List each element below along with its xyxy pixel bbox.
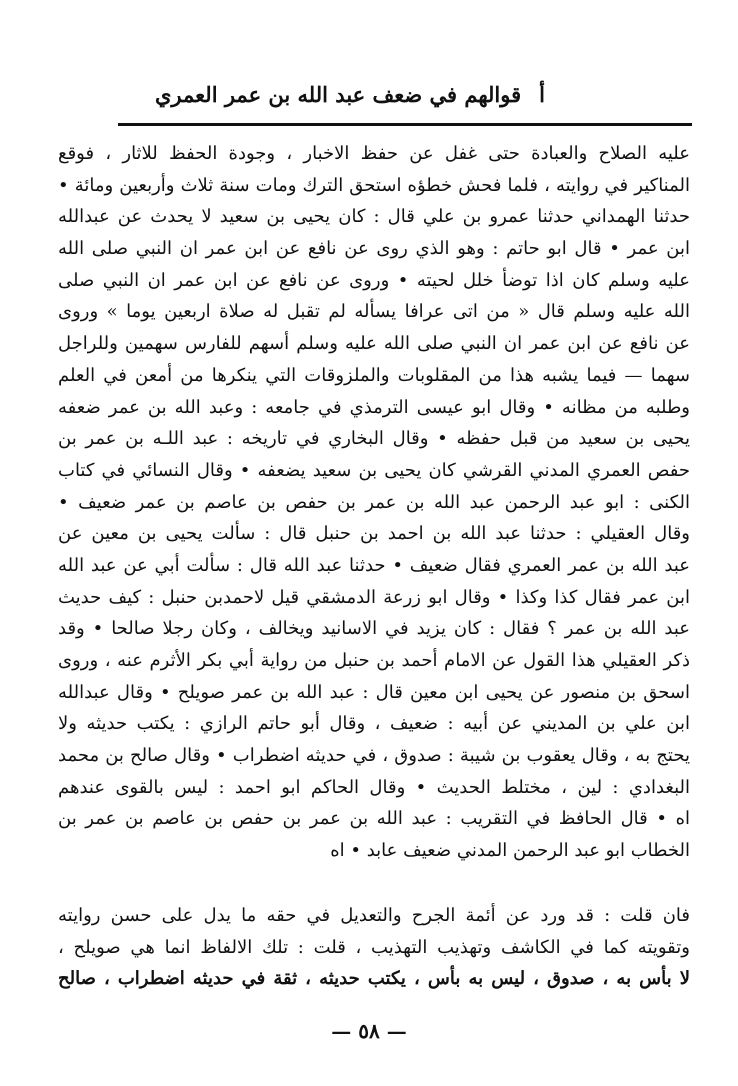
- text-line: حفص العمري المدني القرشي كان يحيى بن سعيد يضعفه • وقال النسائي في كتاب: [58, 459, 690, 481]
- text-line: وقال العقيلي : حدثنا عبد الله بن احمد بن حنبل قال : سألت يحيى بن معين عن: [58, 523, 690, 545]
- main-text-block: [58, 138, 690, 867]
- text-line: ابن علي بن المديني عن أبيه : ضعيف ، وقال أبو حاتم الرازي : يكتب حديثه ولا: [58, 713, 690, 735]
- section-marker: أ: [539, 81, 545, 107]
- text-line: سهما — فيما يشبه هذا من المقلوبات والملزوقات التي ينكرها من أمعن في العلم: [58, 364, 690, 386]
- text-line: عن نافع عن ابن عمر ان النبي صلى الله عليه وسلم أسهم للفارس سهمين وللراجل: [58, 333, 690, 355]
- text-line: فان قلت : قد ورد عن أئمة الجرح والتعديل في حقه ما يدل على حسن روايته: [58, 905, 690, 926]
- text-line: ذكر العقيلي هذا القول عن الامام أحمد بن حنبل من رواية أبي بكر الأثرم عنه ، وروى: [58, 650, 690, 671]
- text-line: حدثنا الهمداني حدثنا عمرو بن علي قال : كان يحيى بن سعيد لا يحدث عن عبدالله: [58, 206, 690, 228]
- text-line: اسحق بن منصور عن يحيى ابن معين قال : عبد الله بن عمر صويلح • وقال عبدالله: [58, 681, 690, 703]
- header-title: قوالهم في ضعف عبد الله بن عمر العمري: [155, 81, 522, 107]
- text-line: عبد الله بن عمر ؟ فقال : كان يزيد في الاسانيد ويخالف ، وكان رجلا صالحا • وقد: [58, 618, 690, 640]
- text-line: ابن عمر • قال ابو حاتم : وهو الذي روى عن نافع عن ابن عمر ان النبي صلى الله: [58, 238, 690, 260]
- text-line: وتقويته كما في الكاشف وتهذيب التهذيب ، قلت : تلك الالفاظ انما هي صويلح ،: [58, 936, 690, 958]
- text-line: يحيى بن سعيد من قبل حفظه • وقال البخاري في تاريخه : عبد اللـه بن عمر بن: [58, 428, 690, 450]
- text-line: لا بأس به ، صدوق ، ليس به بأس ، يكتب حديثه ، ثقة في حديثه اضطراب ، صالح: [58, 968, 690, 990]
- header-rule: [118, 123, 692, 126]
- page-number: — ٥٨ —: [331, 1019, 407, 1043]
- text-line: اه • قال الحافظ في التقريب : عبد الله بن عمر بن حفص بن عاصم بن عمر بن: [58, 808, 690, 830]
- text-line: عليه وسلم كان اذا توضأ خلل لحيته • وروى عن نافع عن ابن عمر ان النبي صلى: [58, 269, 690, 291]
- conclusion-block: [58, 900, 690, 995]
- text-line: عبد الله بن عمر العمري فقال ضعيف • حدثنا عبد الله قال : سألت أبي عن عبد الله: [58, 554, 690, 576]
- text-line: وطلبه من مظانه • وقال ابو عيسى الترمذي في جامعه : وعبد الله بن عمر ضعفه: [58, 396, 690, 418]
- text-line: الخطاب ابو عبد الرحمن المدني ضعيف عابد • اه: [330, 840, 690, 862]
- text-line: الكنى : ابو عبد الرحمن عبد الله بن عمر بن حفص بن عاصم بن عمر ضعيف •: [58, 491, 690, 513]
- running-header: [124, 76, 576, 112]
- text-line: عليه الصلاح والعبادة حتى غفل عن حفظ الاخبار ، وجودة الحفظ للاثار ، فوقع: [58, 143, 690, 164]
- text-line: الله عليه وسلم قال « من اتى عرافا يسأله لم تقبل له صلاة اربعين يوما » وروى: [58, 301, 690, 323]
- text-line: المناكير في روايته ، فلما فحش خطؤه استحق الترك ومات سنة ثلاث وأربعين ومائة •: [58, 174, 690, 196]
- text-line: يحتج به ، وقال يعقوب بن شيبة : صدوق ، في حديثه اضطراب • وقال صالح بن محمد: [58, 745, 690, 767]
- text-line: ابن عمر فقال كذا وكذا • وقال ابو زرعة الدمشقي قيل لاحمدبن حنبل : كيف حديث: [58, 586, 690, 608]
- text-line: البغدادي : لين ، مختلط الحديث • وقال الحاكم ابو احمد : ليس بالقوى عندهم: [58, 776, 690, 798]
